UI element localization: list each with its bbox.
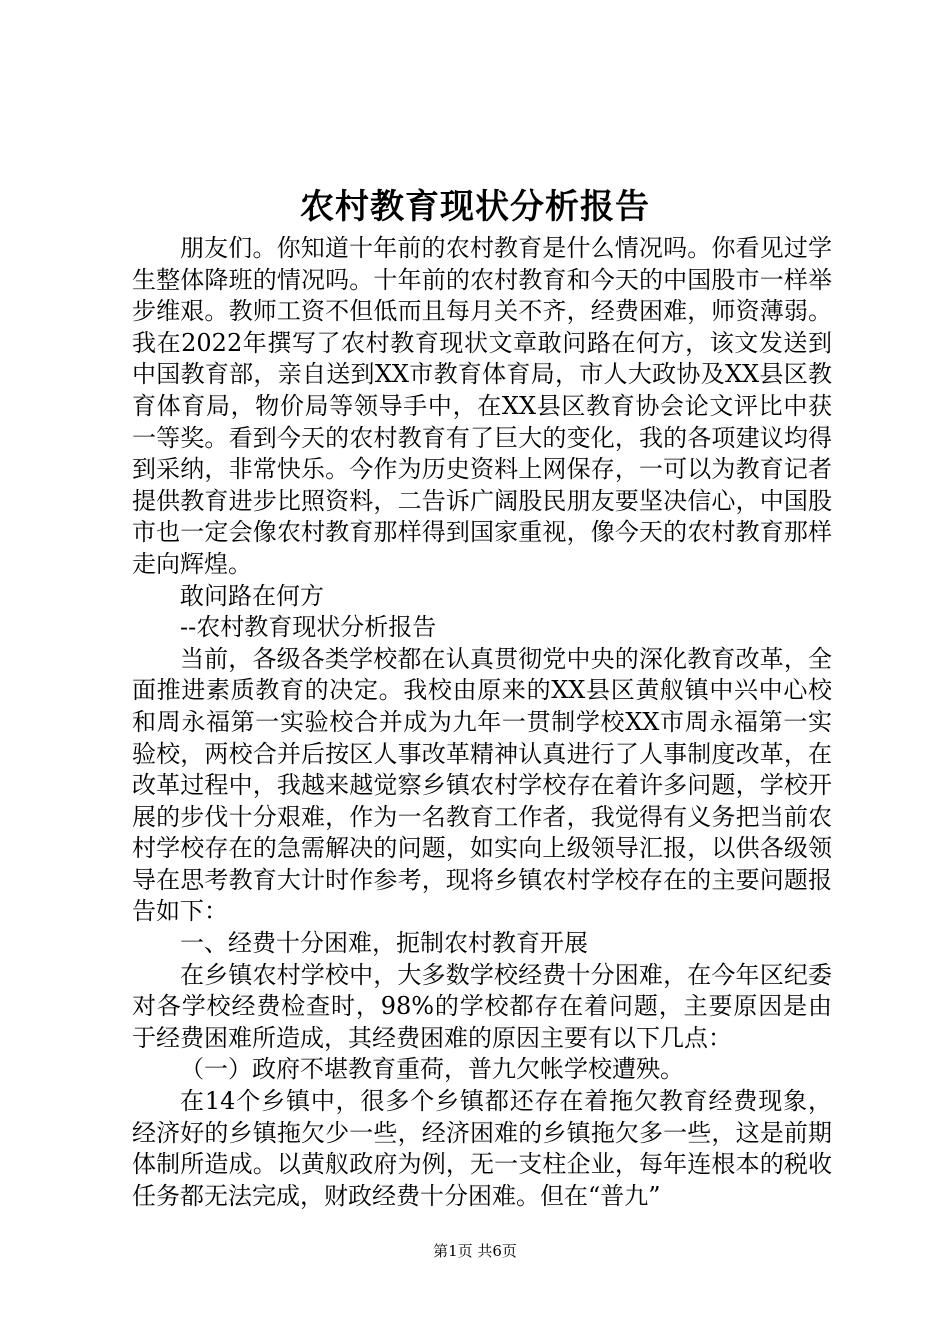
subsection-heading-government: （一）政府不堪教育重荷，普九欠帐学校遭殃。: [180, 1055, 684, 1084]
paragraph-government: 在14个乡镇中，很多个乡镇都还存在着拖欠教育经费现象，经济好的乡镇拖欠少一些，经济困难的乡镇拖欠多一些，这是前期体制所造成。以黄舣政府为例，无一支柱企业，每年连根本的税收任务都无法完成，财政经费十分困难。但在“普九”: [132, 1087, 832, 1210]
paragraph-funding: 在乡镇农村学校中，大多数学校经费十分困难，在今年区纪委对各学校经费检查时，98%的学校都存在着问题，主要原因是由于经费困难所造成，其经费困难的原因主要有以下几点：: [132, 960, 832, 1052]
document-title: 农村教育现状分析报告: [300, 187, 650, 227]
paragraph-background: 当前，各级各类学校都在认真贯彻党中央的深化教育改革，全面推进素质教育的决定。我校由原来的XX县区黄舣镇中兴中心校和周永福第一实验校合并成为九年一贯制学校XX市周永福第一实验校，两校合并后按区人事改革精神认真进行了人事制度改革，在改革过程中，我越来越觉察乡镇农村学校存在着许多问题，学校开展的步伐十分艰难，作为一名教育工作者，我觉得有义务把当前农村学校存在的急需解决的问题，如实向上级领导汇报，以供各级领导在思考教育大计时作参考，现将乡镇农村学校存在的主要问题报告如下：: [132, 644, 832, 926]
section-heading-funding: 一、经费十分困难，扼制农村教育开展: [180, 929, 588, 958]
document-body: [132, 233, 832, 1212]
paragraph-subtitle: --农村教育现状分析报告: [180, 613, 437, 642]
paragraph-intro: 朋友们。你知道十年前的农村教育是什么情况吗。你看见过学生整体降班的情况吗。十年前的农村教育和今天的中国股市一样举步维艰。教师工资不但低而且每月关不齐，经费困难，师资薄弱。我在2022年撰写了农村教育现状文章敢问路在何方，该文发送到中国教育部，亲自送到XX市教育体育局，市人大政协及XX县区教育体育局，物价局等领导手中，在XX县区教育协会论文评比中获一等奖。看到今天的农村教育有了巨大的变化，我的各项建议均得到采纳，非常快乐。今作为历史资料上网保存，一可以为教育记者提供教育进步比照资料，二告诉广阔股民朋友要坚决信心，中国股市也一定会像农村教育那样得到国家重视，像今天的农村教育那样走向辉煌。: [132, 234, 832, 578]
page-footer: 第1页 共6页: [433, 1242, 517, 1260]
paragraph-heading: 敢问路在何方: [180, 581, 324, 610]
